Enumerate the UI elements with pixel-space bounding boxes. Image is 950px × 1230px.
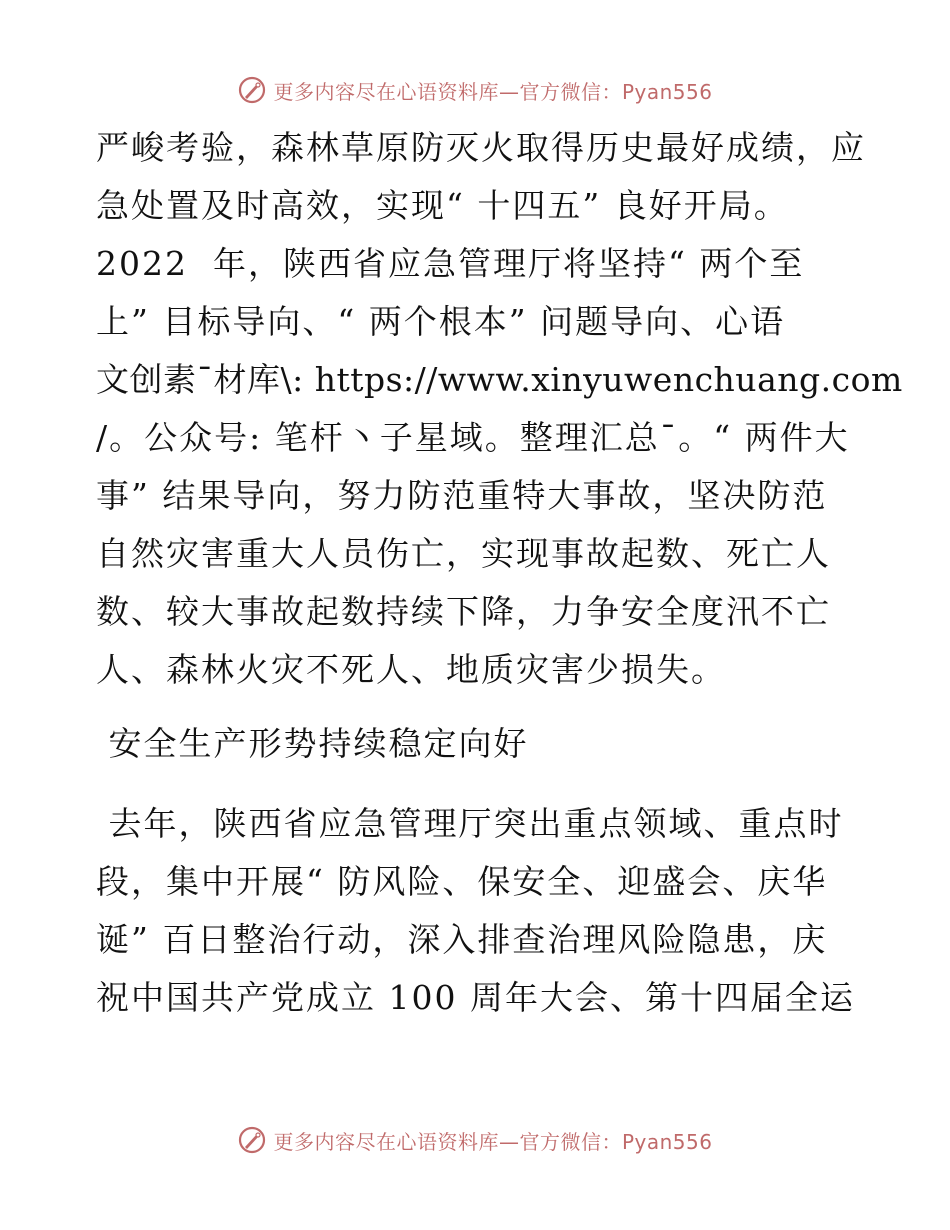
body-line: 段，集中开展“ 防风险、保安全、迎盛会、庆华	[96, 862, 828, 901]
body-line: 诞” 百日整治行动，深入排查治理风险隐患，庆	[96, 920, 828, 959]
section-heading: 安全生产形势持续稳定向好	[96, 724, 529, 763]
footer-watermark	[0, 1120, 950, 1160]
body-line: 严峻考验，森林草原防灭火取得历史最好成绩，应	[96, 128, 866, 167]
watermark-text: 更多内容尽在心语资料库—官方微信：Pyan556	[273, 1129, 713, 1154]
body-line: 去年，陕西省应急管理厅突出重点领域、重点时	[96, 804, 844, 843]
body-line-url: 文创素¯材库\: https://www.xinyuwenchuang.com	[96, 360, 903, 399]
watermark-text: 更多内容尽在心语资料库—官方微信：Pyan556	[273, 79, 713, 104]
body-line: 急处置及时高效，实现“ 十四五” 良好开局。	[96, 186, 789, 225]
body-line: 祝中国共产党成立 100 周年大会、第十四届全运	[96, 978, 855, 1017]
quill-seal-icon	[237, 1125, 267, 1155]
body-line: 2022 年，陕西省应急管理厅将坚持“ 两个至	[96, 244, 805, 283]
quill-seal-icon	[237, 75, 267, 105]
body-line: 事” 结果导向，努力防范重特大事故，坚决防范	[96, 476, 828, 515]
body-line: 上” 目标导向、“ 两个根本” 问题导向、心语	[96, 302, 786, 341]
body-line: 人、森林火灾不死人、地质灾害少损失。	[96, 650, 726, 689]
body-line: 自然灾害重大人员伤亡，实现事故起数、死亡人	[96, 534, 831, 573]
header-watermark	[0, 70, 950, 110]
body-line: /。公众号: 笔杆丶子星域。整理汇总¯。“ 两件大	[96, 418, 850, 457]
body-line: 数、较大事故起数持续下降，力争安全度汛不亡	[96, 592, 831, 631]
